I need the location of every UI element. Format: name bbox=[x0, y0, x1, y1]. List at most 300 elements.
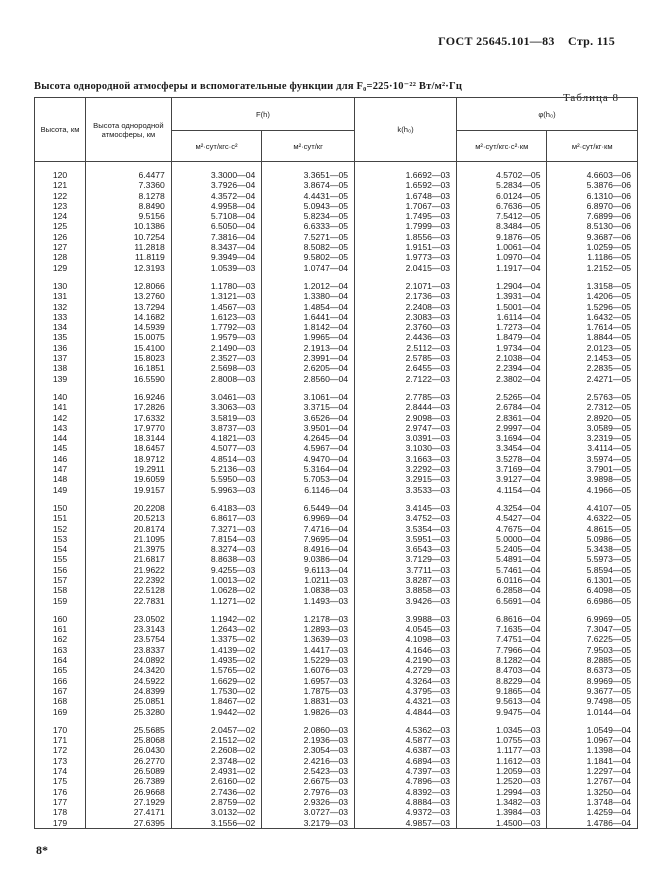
table-cell: 2.4436—03 bbox=[355, 332, 457, 342]
table-row bbox=[35, 343, 638, 353]
table-cell: 3.0589—05 bbox=[547, 423, 638, 433]
table-cell: 4.5362—03 bbox=[355, 725, 457, 735]
table-cell: 26.5089 bbox=[86, 766, 172, 776]
table-cell: 1.8556—03 bbox=[355, 232, 457, 242]
table-cell: 4.6603—06 bbox=[547, 170, 638, 180]
table-cell: 2.0415—03 bbox=[355, 263, 457, 273]
table-cell: 135 bbox=[35, 332, 86, 342]
table-cell: 4.4321—03 bbox=[355, 696, 457, 706]
table-cell: 23.0502 bbox=[86, 614, 172, 624]
table-cell: 7.1635—04 bbox=[457, 624, 547, 634]
table-cell: 2.6160—02 bbox=[171, 776, 261, 786]
table-cell: 1.1942—02 bbox=[171, 614, 261, 624]
spacer-cell bbox=[457, 162, 547, 171]
table-cell: 2.3083—03 bbox=[355, 312, 457, 322]
table-cell: 9.3677—05 bbox=[547, 686, 638, 696]
table-cell: 3.1556—02 bbox=[171, 818, 261, 829]
table-cell: 177 bbox=[35, 797, 86, 807]
table-cell: 2.3054—03 bbox=[262, 745, 355, 755]
spacer-cell bbox=[547, 384, 638, 392]
table-cell: 25.8068 bbox=[86, 735, 172, 745]
table-cell: 1.8142—04 bbox=[262, 322, 355, 332]
table-cell: 3.1694—04 bbox=[457, 433, 547, 443]
table-cell: 3.4752—03 bbox=[355, 513, 457, 523]
table-cell: 155 bbox=[35, 554, 86, 564]
table-cell: 124 bbox=[35, 211, 86, 221]
table-cell: 5.7053—04 bbox=[262, 474, 355, 484]
table-cell: 2.3760—03 bbox=[355, 322, 457, 332]
table-row bbox=[35, 302, 638, 312]
spacer-cell bbox=[457, 606, 547, 614]
table-cell: 147 bbox=[35, 464, 86, 474]
table-cell: 1.3639—03 bbox=[262, 634, 355, 644]
table-cell: 24.0892 bbox=[86, 655, 172, 665]
table-cell: 156 bbox=[35, 565, 86, 575]
table-cell: 4.9857—03 bbox=[355, 818, 457, 829]
table-cell: 3.6543—03 bbox=[355, 544, 457, 554]
table-row bbox=[35, 503, 638, 513]
table-cell: 3.3454—04 bbox=[457, 443, 547, 453]
table-cell: 9.1876—05 bbox=[457, 232, 547, 242]
group-spacer bbox=[35, 162, 638, 171]
table-cell: 7.6225—05 bbox=[547, 634, 638, 644]
table-row bbox=[35, 787, 638, 797]
table-cell: 8.8638—03 bbox=[171, 554, 261, 564]
table-cell: 23.8337 bbox=[86, 645, 172, 655]
spacer-cell bbox=[262, 717, 355, 725]
table-cell: 1.0755—03 bbox=[457, 735, 547, 745]
table-cell: 2.9326—03 bbox=[262, 797, 355, 807]
table-cell: 1.1780—03 bbox=[171, 281, 261, 291]
table-cell: 1.6432—05 bbox=[547, 312, 638, 322]
table-cell: 1.1493—03 bbox=[262, 596, 355, 606]
table-cell: 2.4216—03 bbox=[262, 756, 355, 766]
table-cell: 123 bbox=[35, 201, 86, 211]
table-row bbox=[35, 735, 638, 745]
table-cell: 2.9098—03 bbox=[355, 413, 457, 423]
spacer-cell bbox=[547, 495, 638, 503]
table-cell: 4.8514—03 bbox=[171, 454, 261, 464]
table-cell: 8.4703—04 bbox=[457, 665, 547, 675]
table-cell: 19.2911 bbox=[86, 464, 172, 474]
table-cell: 1.7530—02 bbox=[171, 686, 261, 696]
table-cell: 1.4786—04 bbox=[547, 818, 638, 829]
table-cell: 22.2392 bbox=[86, 575, 172, 585]
table-cell: 6.9969—05 bbox=[547, 614, 638, 624]
table-cell: 3.8737—03 bbox=[171, 423, 261, 433]
header-F-unit2: м²·сут/кг bbox=[262, 131, 355, 162]
table-cell: 4.1098—03 bbox=[355, 634, 457, 644]
table-cell: 1.3931—04 bbox=[457, 291, 547, 301]
table-cell: 5.3876—06 bbox=[547, 180, 638, 190]
table-cell: 2.4931—02 bbox=[171, 766, 261, 776]
table-cell: 1.4206—05 bbox=[547, 291, 638, 301]
table-cell: 8.4916—04 bbox=[262, 544, 355, 554]
table-cell: 6.4183—03 bbox=[171, 503, 261, 513]
table-cell: 127 bbox=[35, 242, 86, 252]
table-cell: 5.3164—04 bbox=[262, 464, 355, 474]
table-cell: 4.2729—03 bbox=[355, 665, 457, 675]
spacer-cell bbox=[457, 717, 547, 725]
table-cell: 2.3802—04 bbox=[457, 374, 547, 384]
table-cell: 2.8759—02 bbox=[171, 797, 261, 807]
table-cell: 1.3380—04 bbox=[262, 291, 355, 301]
table-cell: 1.1271—02 bbox=[171, 596, 261, 606]
table-cell: 13.2760 bbox=[86, 291, 172, 301]
table-cell: 26.0430 bbox=[86, 745, 172, 755]
table-cell: 3.8674—05 bbox=[262, 180, 355, 190]
spacer-cell bbox=[457, 384, 547, 392]
spacer-cell bbox=[547, 162, 638, 171]
table-cell: 27.6395 bbox=[86, 818, 172, 829]
table-cell: 4.0545—03 bbox=[355, 624, 457, 634]
table-cell: 2.5698—03 bbox=[171, 363, 261, 373]
table-row bbox=[35, 645, 638, 655]
header-phi-unit1: м²·сут/кгс·с²·км bbox=[457, 131, 547, 162]
spacer-cell bbox=[355, 273, 457, 281]
table-cell: 1.0211—03 bbox=[262, 575, 355, 585]
table-cell: 3.2179—03 bbox=[262, 818, 355, 829]
table-cell: 3.3533—03 bbox=[355, 485, 457, 495]
table-cell: 4.6387—03 bbox=[355, 745, 457, 755]
table-cell: 2.9747—03 bbox=[355, 423, 457, 433]
table-cell: 6.6986—05 bbox=[547, 596, 638, 606]
table-cell: 1.9579—03 bbox=[171, 332, 261, 342]
table-row bbox=[35, 221, 638, 231]
spacer-cell bbox=[547, 717, 638, 725]
table-cell: 3.5278—04 bbox=[457, 454, 547, 464]
table-row bbox=[35, 776, 638, 786]
spacer-cell bbox=[86, 495, 172, 503]
table-cell: 2.7312—05 bbox=[547, 402, 638, 412]
table-cell: 126 bbox=[35, 232, 86, 242]
table-cell: 1.6441—04 bbox=[262, 312, 355, 322]
table-cell: 5.0000—04 bbox=[457, 534, 547, 544]
table-row bbox=[35, 263, 638, 273]
spacer-cell bbox=[457, 495, 547, 503]
table-row bbox=[35, 242, 638, 252]
table-cell: 178 bbox=[35, 807, 86, 817]
table-row bbox=[35, 363, 638, 373]
table-cell: 1.2994—03 bbox=[457, 787, 547, 797]
table-row bbox=[35, 696, 638, 706]
table-row bbox=[35, 423, 638, 433]
table-cell: 3.0461—03 bbox=[171, 392, 261, 402]
table-cell: 1.3375—02 bbox=[171, 634, 261, 644]
table-row bbox=[35, 332, 638, 342]
table-cell: 4.2645—04 bbox=[262, 433, 355, 443]
table-cell: 1.2178—03 bbox=[262, 614, 355, 624]
table-cell: 3.9426—03 bbox=[355, 596, 457, 606]
table-cell: 18.3144 bbox=[86, 433, 172, 443]
header-homogeneous-height: Высота однородной атмосферы, км bbox=[86, 98, 172, 162]
table-cell: 21.1095 bbox=[86, 534, 172, 544]
table-cell: 4.5877—03 bbox=[355, 735, 457, 745]
table-cell: 1.3984—03 bbox=[457, 807, 547, 817]
table-cell: 1.9773—03 bbox=[355, 252, 457, 262]
spacer-cell bbox=[86, 717, 172, 725]
table-cell: 4.8615—05 bbox=[547, 524, 638, 534]
table-cell: 26.7389 bbox=[86, 776, 172, 786]
table-cell: 2.9997—04 bbox=[457, 423, 547, 433]
table-cell: 2.4271—05 bbox=[547, 374, 638, 384]
table-cell: 1.8844—05 bbox=[547, 332, 638, 342]
table-cell: 2.5763—05 bbox=[547, 392, 638, 402]
standard-number: ГОСТ 25645.101—83 bbox=[438, 34, 555, 48]
spacer-cell bbox=[355, 495, 457, 503]
table-cell: 4.7675—04 bbox=[457, 524, 547, 534]
table-cell: 2.8361—04 bbox=[457, 413, 547, 423]
table-cell: 157 bbox=[35, 575, 86, 585]
table-cell: 5.8234—05 bbox=[262, 211, 355, 221]
table-row bbox=[35, 312, 638, 322]
spacer-cell bbox=[35, 384, 86, 392]
table-cell: 171 bbox=[35, 735, 86, 745]
table-cell: 1.0061—04 bbox=[457, 242, 547, 252]
table-cell: 2.1936—03 bbox=[262, 735, 355, 745]
spacer-cell bbox=[86, 606, 172, 614]
table-cell: 1.4567—03 bbox=[171, 302, 261, 312]
table-cell: 174 bbox=[35, 766, 86, 776]
table-cell: 17.2826 bbox=[86, 402, 172, 412]
table-cell: 1.6957—03 bbox=[262, 676, 355, 686]
table-cell: 1.2893—03 bbox=[262, 624, 355, 634]
table-cell: 3.9127—04 bbox=[457, 474, 547, 484]
table-cell: 7.8154—03 bbox=[171, 534, 261, 544]
table-cell: 7.4751—04 bbox=[457, 634, 547, 644]
table-cell: 3.5974—05 bbox=[547, 454, 638, 464]
table-cell: 21.9622 bbox=[86, 565, 172, 575]
table-cell: 1.9151—03 bbox=[355, 242, 457, 252]
table-cell: 25.0851 bbox=[86, 696, 172, 706]
table-cell: 8.1278 bbox=[86, 191, 172, 201]
table-cell: 6.1301—05 bbox=[547, 575, 638, 585]
table-cell: 154 bbox=[35, 544, 86, 554]
table-cell: 1.0628—02 bbox=[171, 585, 261, 595]
table-cell: 160 bbox=[35, 614, 86, 624]
table-row bbox=[35, 655, 638, 665]
table-cell: 1.6629—02 bbox=[171, 676, 261, 686]
table-row bbox=[35, 624, 638, 634]
table-cell: 1.9965—04 bbox=[262, 332, 355, 342]
table-cell: 7.7966—04 bbox=[457, 645, 547, 655]
table-cell: 2.7122—03 bbox=[355, 374, 457, 384]
table-label: Таблица 8 bbox=[562, 92, 619, 104]
table-cell: 6.1310—06 bbox=[547, 191, 638, 201]
group-spacer bbox=[35, 384, 638, 392]
table-cell: 1.3121—03 bbox=[171, 291, 261, 301]
table-cell: 2.3991—04 bbox=[262, 353, 355, 363]
table-row bbox=[35, 745, 638, 755]
table-cell: 169 bbox=[35, 707, 86, 717]
table-cell: 6.8970—06 bbox=[547, 201, 638, 211]
table-row bbox=[35, 180, 638, 190]
spacer-cell bbox=[171, 606, 261, 614]
table-cell: 1.6748—03 bbox=[355, 191, 457, 201]
table-cell: 3.2319—05 bbox=[547, 433, 638, 443]
table-cell: 23.5754 bbox=[86, 634, 172, 644]
table-cell: 143 bbox=[35, 423, 86, 433]
table-cell: 172 bbox=[35, 745, 86, 755]
table-cell: 1.6076—03 bbox=[262, 665, 355, 675]
table-cell: 1.5296—05 bbox=[547, 302, 638, 312]
table-cell: 129 bbox=[35, 263, 86, 273]
table-cell: 1.4259—04 bbox=[547, 807, 638, 817]
table-cell: 130 bbox=[35, 281, 86, 291]
table-cell: 166 bbox=[35, 676, 86, 686]
spacer-cell bbox=[35, 273, 86, 281]
table-row bbox=[35, 433, 638, 443]
header-F-unit1: м²·сут/кгс·с² bbox=[171, 131, 261, 162]
table-cell: 17.6332 bbox=[86, 413, 172, 423]
table-cell: 2.8920—05 bbox=[547, 413, 638, 423]
table-cell: 15.0075 bbox=[86, 332, 172, 342]
table-cell: 25.5685 bbox=[86, 725, 172, 735]
table-cell: 8.2885—05 bbox=[547, 655, 638, 665]
table-cell: 5.0986—05 bbox=[547, 534, 638, 544]
table-cell: 6.8616—04 bbox=[457, 614, 547, 624]
table-cell: 9.0386—04 bbox=[262, 554, 355, 564]
table-cell: 2.3527—03 bbox=[171, 353, 261, 363]
table-cell: 4.7397—03 bbox=[355, 766, 457, 776]
table-cell: 4.6894—03 bbox=[355, 756, 457, 766]
table-cell: 20.8174 bbox=[86, 524, 172, 534]
table-cell: 7.3047—05 bbox=[547, 624, 638, 634]
spacer-cell bbox=[171, 273, 261, 281]
table-cell: 1.6123—03 bbox=[171, 312, 261, 322]
table-cell: 5.0943—05 bbox=[262, 201, 355, 211]
table-cell: 16.1851 bbox=[86, 363, 172, 373]
table-cell: 1.2297—04 bbox=[547, 766, 638, 776]
table-cell: 168 bbox=[35, 696, 86, 706]
table-row bbox=[35, 191, 638, 201]
table-cell: 2.7976—03 bbox=[262, 787, 355, 797]
spacer-cell bbox=[262, 384, 355, 392]
spacer-cell bbox=[547, 273, 638, 281]
table-cell: 137 bbox=[35, 353, 86, 363]
table-cell: 3.5951—03 bbox=[355, 534, 457, 544]
table-cell: 136 bbox=[35, 343, 86, 353]
table-cell: 4.1154—04 bbox=[457, 485, 547, 495]
table-row bbox=[35, 565, 638, 575]
table-cell: 7.5271—05 bbox=[262, 232, 355, 242]
table-row bbox=[35, 201, 638, 211]
table-cell: 5.4891—04 bbox=[457, 554, 547, 564]
table-row bbox=[35, 413, 638, 423]
table-cell: 121 bbox=[35, 180, 86, 190]
table-cell: 4.1821—03 bbox=[171, 433, 261, 443]
table-cell: 1.4417—03 bbox=[262, 645, 355, 655]
table-row bbox=[35, 534, 638, 544]
spacer-cell bbox=[355, 384, 457, 392]
table-cell: 1.0967—04 bbox=[547, 735, 638, 745]
spacer-cell bbox=[355, 717, 457, 725]
table-cell: 16.9246 bbox=[86, 392, 172, 402]
table-row bbox=[35, 686, 638, 696]
table-row bbox=[35, 454, 638, 464]
table-cell: 8.6373—05 bbox=[547, 665, 638, 675]
table-cell: 10.1386 bbox=[86, 221, 172, 231]
table-cell: 133 bbox=[35, 312, 86, 322]
group-spacer bbox=[35, 717, 638, 725]
table-cell: 4.5077—03 bbox=[171, 443, 261, 453]
page-number: Стр. 115 bbox=[568, 34, 615, 48]
table-cell: 1.4935—02 bbox=[171, 655, 261, 665]
table-row bbox=[35, 665, 638, 675]
spacer-cell bbox=[171, 162, 261, 171]
table-row bbox=[35, 766, 638, 776]
table-row bbox=[35, 232, 638, 242]
table-cell: 6.8617—03 bbox=[171, 513, 261, 523]
table-cell: 2.6784—04 bbox=[457, 402, 547, 412]
table-cell: 1.5765—02 bbox=[171, 665, 261, 675]
table-cell: 1.0838—03 bbox=[262, 585, 355, 595]
table-cell: 2.6455—03 bbox=[355, 363, 457, 373]
table-cell: 1.3482—03 bbox=[457, 797, 547, 807]
table-row bbox=[35, 634, 638, 644]
table-cell: 140 bbox=[35, 392, 86, 402]
table-cell: 1.1917—04 bbox=[457, 263, 547, 273]
table-cell: 1.4854—04 bbox=[262, 302, 355, 312]
table-cell: 24.5922 bbox=[86, 676, 172, 686]
table-cell: 12.8066 bbox=[86, 281, 172, 291]
table-cell: 5.2834—05 bbox=[457, 180, 547, 190]
spacer-cell bbox=[171, 384, 261, 392]
table-cell: 2.1038—04 bbox=[457, 353, 547, 363]
table-row bbox=[35, 575, 638, 585]
table-row bbox=[35, 322, 638, 332]
table-cell: 146 bbox=[35, 454, 86, 464]
table-cell: 3.8287—03 bbox=[355, 575, 457, 585]
table-cell: 2.6675—03 bbox=[262, 776, 355, 786]
table-cell: 8.8229—04 bbox=[457, 676, 547, 686]
table-cell: 4.3264—03 bbox=[355, 676, 457, 686]
table-cell: 4.4431—05 bbox=[262, 191, 355, 201]
table-cell: 1.8479—04 bbox=[457, 332, 547, 342]
spacer-cell bbox=[355, 162, 457, 171]
table-cell: 159 bbox=[35, 596, 86, 606]
table-cell: 27.1929 bbox=[86, 797, 172, 807]
table-cell: 7.4716—04 bbox=[262, 524, 355, 534]
table-cell: 1.7614—05 bbox=[547, 322, 638, 332]
table-cell: 5.7108—04 bbox=[171, 211, 261, 221]
spacer-cell bbox=[171, 717, 261, 725]
table-cell: 4.1966—05 bbox=[547, 485, 638, 495]
table-cell: 3.2915—03 bbox=[355, 474, 457, 484]
table-cell: 1.6114—04 bbox=[457, 312, 547, 322]
table-cell: 1.7067—03 bbox=[355, 201, 457, 211]
table-cell: 167 bbox=[35, 686, 86, 696]
table-cell: 3.7129—03 bbox=[355, 554, 457, 564]
table-cell: 1.9442—02 bbox=[171, 707, 261, 717]
table-cell: 2.1736—03 bbox=[355, 291, 457, 301]
table-cell: 1.2152—05 bbox=[547, 263, 638, 273]
table-cell: 2.1512—02 bbox=[171, 735, 261, 745]
table-row bbox=[35, 818, 638, 829]
spacer-cell bbox=[547, 606, 638, 614]
table-cell: 1.0345—03 bbox=[457, 725, 547, 735]
table-cell: 1.6592—03 bbox=[355, 180, 457, 190]
table-caption: Высота однородной атмосферы и вспомогательные функции для F₀=225·10⁻²² Вт/м²·Гц bbox=[34, 81, 463, 92]
table-cell: 21.6817 bbox=[86, 554, 172, 564]
table-cell: 2.0860—03 bbox=[262, 725, 355, 735]
table-cell: 1.6692—03 bbox=[355, 170, 457, 180]
table-cell: 4.5702—05 bbox=[457, 170, 547, 180]
table-cell: 4.1646—03 bbox=[355, 645, 457, 655]
spacer-cell bbox=[86, 384, 172, 392]
table-cell: 1.2012—04 bbox=[262, 281, 355, 291]
table-cell: 27.4171 bbox=[86, 807, 172, 817]
